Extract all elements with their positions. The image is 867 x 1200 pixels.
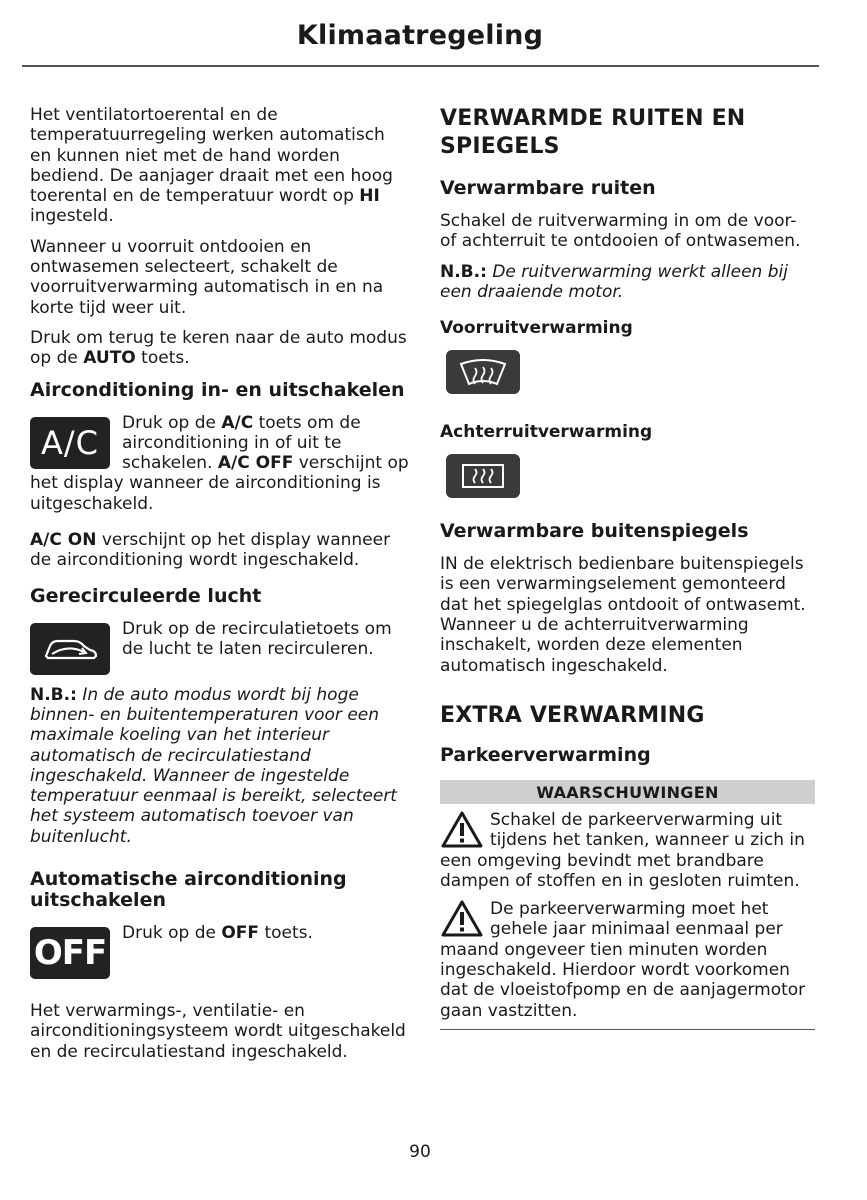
- right-column: [440, 105, 815, 1030]
- front-heating-heading: Voorruitverwarming: [440, 318, 633, 339]
- heated-mirrors-paragraph: IN de elektrisch bedienbare buitenspiegels is een verwarmingselement gemonteerd dat het spiegelglas ontdooit of ontwasemt. Wanneer u de achterruitverwarming inschakelt, worden deze elementen automatisch ingeschakeld.: [440, 554, 806, 676]
- title-divider: [22, 65, 819, 67]
- warnings-header: WAARSCHUWINGEN: [440, 780, 815, 804]
- warning-item: Schakel de parkeerverwarming uit tijdens het tanken, wanneer u zich in een omgeving bevindt met brandbare dampen of stoffen en in gesloten ruimten.: [440, 809, 805, 891]
- auto-off-heading: Automatische airconditioning uitschakelen: [30, 868, 347, 912]
- ac-button-icon: A/C: [30, 417, 110, 469]
- off-button-icon: OFF: [30, 927, 110, 979]
- ac-instruction: A/C Druk op de A/C toets om de airconditioning in of uit te schakelen. A/C OFF verschijnt op het display wanneer de airconditioning is uitgeschakeld.: [30, 412, 409, 514]
- page-title: Klimaatregeling: [296, 20, 544, 51]
- auto-mode-paragraph: Druk om terug te keren naar de auto modus op de AUTO toets.: [30, 327, 407, 369]
- rear-heating-heading: Achterruitverwarming: [440, 422, 653, 443]
- warning-triangle-icon: [440, 899, 484, 939]
- recirc-note: N.B.: In de auto modus wordt bij hoge binnen- en buitentemperaturen voor een maximale koeling van het interieur automatisch de recirculatiestand ingeschakeld. Wanneer de ingestelde temperatuur eenmaal is bereikt, selecteert het systeem automatisch toevoer van buitenlucht.: [30, 684, 397, 847]
- page-number: 90: [409, 1142, 431, 1162]
- intro-paragraph: Het ventilatortoerental en de temperatuurregeling werken automatisch en kunnen niet met de hand worden bediend. De aanjager draait met een hoog toerental en de temperatuur wordt op HI ingesteld.: [30, 105, 393, 227]
- heated-mirrors-heading: Verwarmbare buitenspiegels: [440, 520, 749, 543]
- rear-defrost-button: [446, 454, 520, 498]
- heated-windows-paragraph: Schakel de ruitverwarming in om de voor- of achterruit te ontdooien of ontwasemen.: [440, 211, 801, 252]
- rear-defrost-icon: [455, 460, 511, 492]
- left-column: [30, 105, 410, 1072]
- defrost-paragraph: Wanneer u voorruit ontdooien en ontwasemen selecteert, schakelt de voorruitverwarming automatisch in en na korte tijd weer uit.: [30, 236, 384, 318]
- ac-on-paragraph: A/C ON verschijnt op het display wanneer de airconditioning wordt ingeschakeld.: [30, 530, 391, 571]
- warning-triangle-icon: [440, 810, 484, 850]
- recirc-instruction: Druk op de recirculatietoets om de lucht te laten recirculeren.: [30, 619, 410, 675]
- warning-item: De parkeerverwarming moet het gehele jaar minimaal eenmaal per maand ongeveer tien minuten worden ingeschakeld. Hierdoor wordt voorkomen dat de vloeistofpomp en de aanjagermotor gaan vastzitten.: [440, 899, 806, 1021]
- ac-heading: Airconditioning in- en uitschakelen: [30, 378, 405, 401]
- off-instruction: OFF Druk op de OFF toets.: [30, 923, 410, 979]
- warnings-bottom-divider: [440, 1029, 815, 1030]
- heated-windows-note: N.B.: De ruitverwarming werkt alleen bij een draaiende motor.: [440, 261, 788, 302]
- extra-heating-section-heading: EXTRA VERWARMING: [440, 702, 705, 728]
- recirculation-button-icon: [30, 623, 110, 675]
- system-off-paragraph: Het verwarmings-, ventilatie- en airconditioningsysteem wordt uitgeschakeld en de recirculatiestand ingeschakeld.: [30, 1001, 406, 1062]
- recirculation-icon: [38, 632, 102, 666]
- front-defrost-button: [446, 350, 520, 394]
- parking-heater-heading: Parkeerverwarming: [440, 743, 651, 766]
- recirc-heading: Gerecirculeerde lucht: [30, 584, 262, 607]
- heated-windows-heading: Verwarmbare ruiten: [440, 177, 656, 199]
- front-defrost-icon: [455, 356, 511, 388]
- heated-windows-section-heading: VERWARMDE RUITEN EN SPIEGELS: [440, 106, 746, 159]
